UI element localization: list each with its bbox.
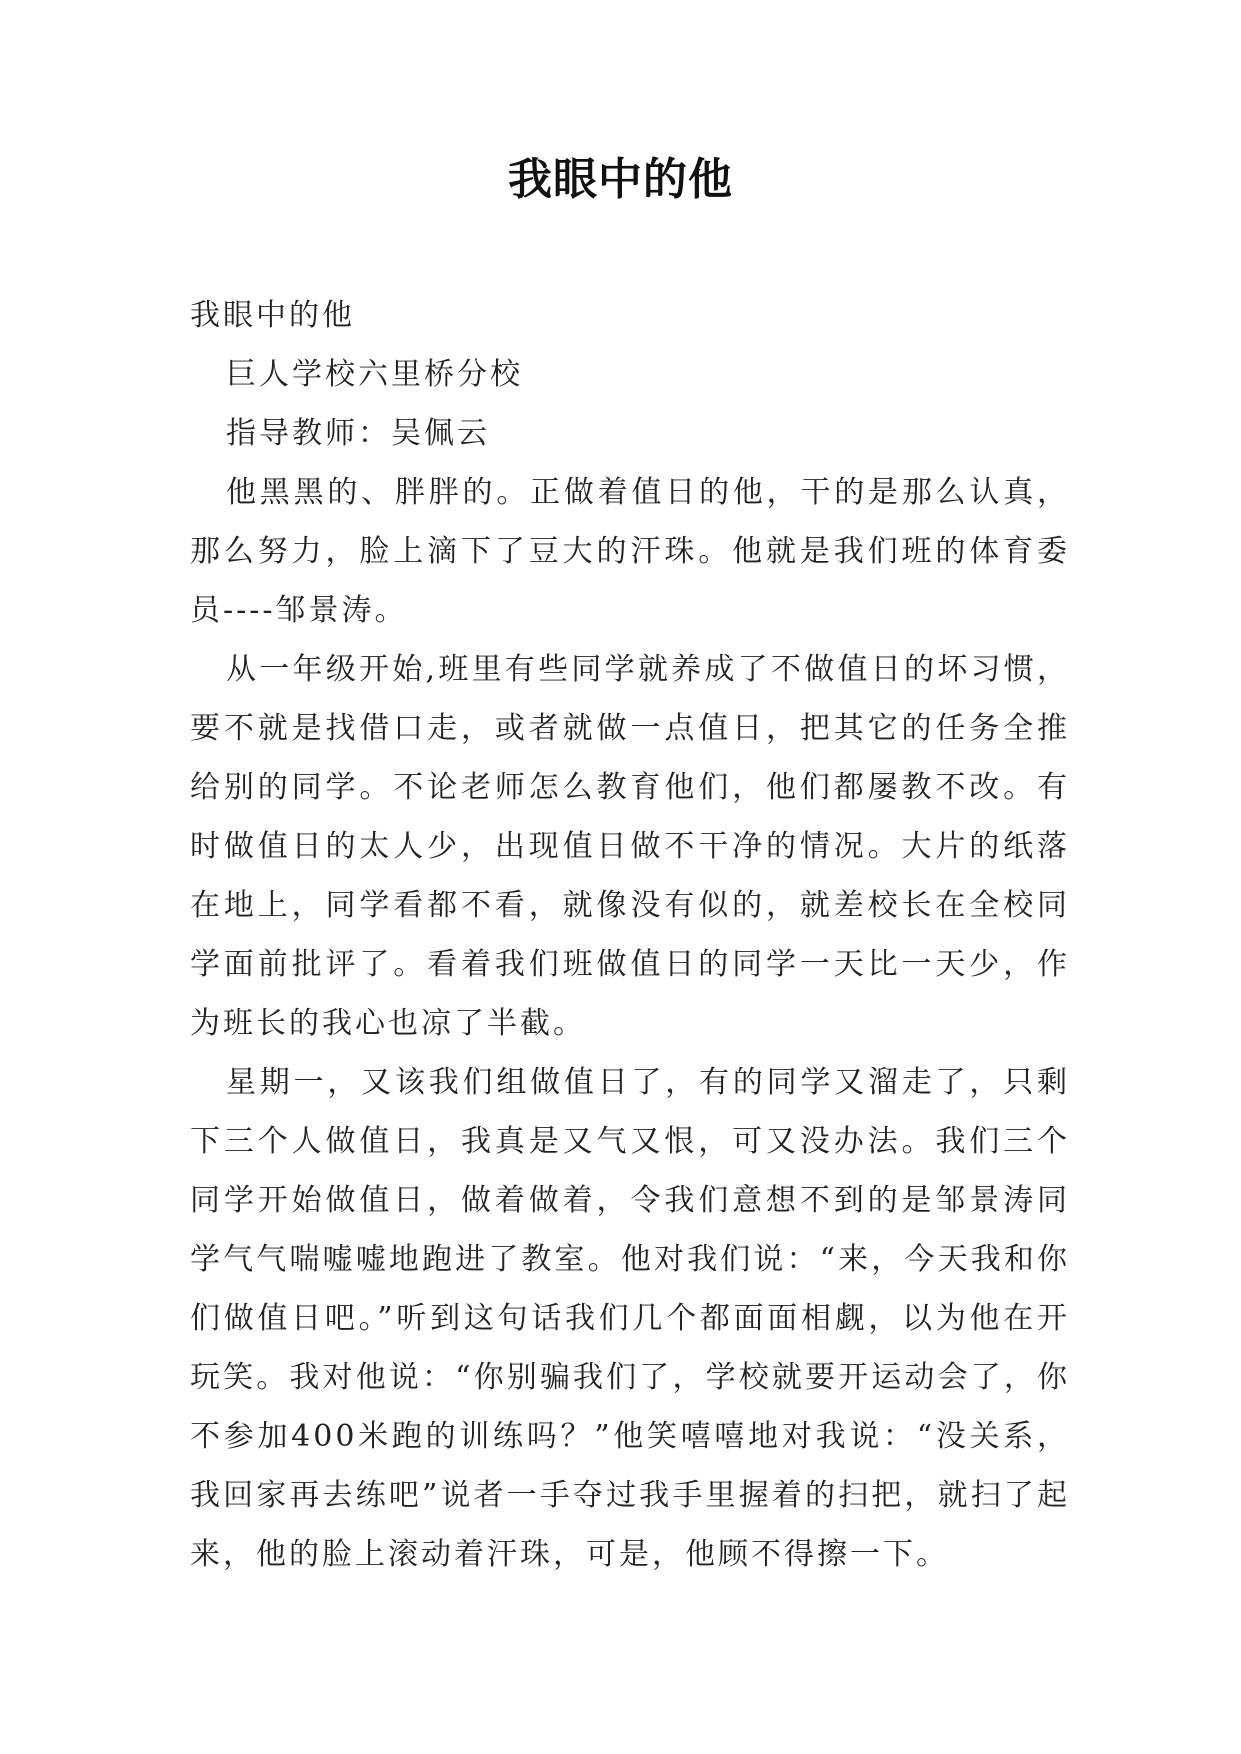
school-line: 巨人学校六里桥分校 <box>226 357 523 392</box>
teacher-line: 指导教师：吴佩云 <box>226 416 490 451</box>
body-paragraph: 他黑黑的、胖胖的。正做着值日的他，干的是那么认真，那么努力，脸上滴下了豆大的汗珠。他就是我们班的体育委员----邹景涛。 <box>190 475 1070 628</box>
document-title: 我眼中的他 <box>508 154 733 205</box>
document-body <box>190 286 1070 1584</box>
article-heading: 我眼中的他 <box>190 298 355 333</box>
body-paragraph: 星期一，又该我们组做值日了，有的同学又溜走了，只剩下三个人做值日，我真是又气又恨，可又没办法。我们三个同学开始做值日，做着做着，令我们意想不到的是邹景涛同学气气喘嘘嘘地跑进了教室。他对我们说：“来，今天我和你们做值日吧。”听到这句话我们几个都面面相觑，以为他在开玩笑。我对他说：“你别骗我们了，学校就要开运动会了，你不参加400米跑的训练吗？”他笑嘻嘻地对我说：“没关系，我回家再去练吧”说者一手夺过我手里握着的扫把，就扫了起来，他的脸上滚动着汗珠，可是，他顾不得擦一下。 <box>190 1065 1070 1572</box>
body-paragraph: 从一年级开始,班里有些同学就养成了不做值日的坏习惯，要不就是找借口走，或者就做一点值日，把其它的任务全推给别的同学。不论老师怎么教育他们，他们都屡教不改。有时做值日的太人少，出现值日做不干净的情况。大片的纸落在地上，同学看都不看，就像没有似的，就差校长在全校同学面前批评了。看着我们班做值日的同学一天比一天少，作为班长的我心也凉了半截。 <box>190 652 1070 1041</box>
